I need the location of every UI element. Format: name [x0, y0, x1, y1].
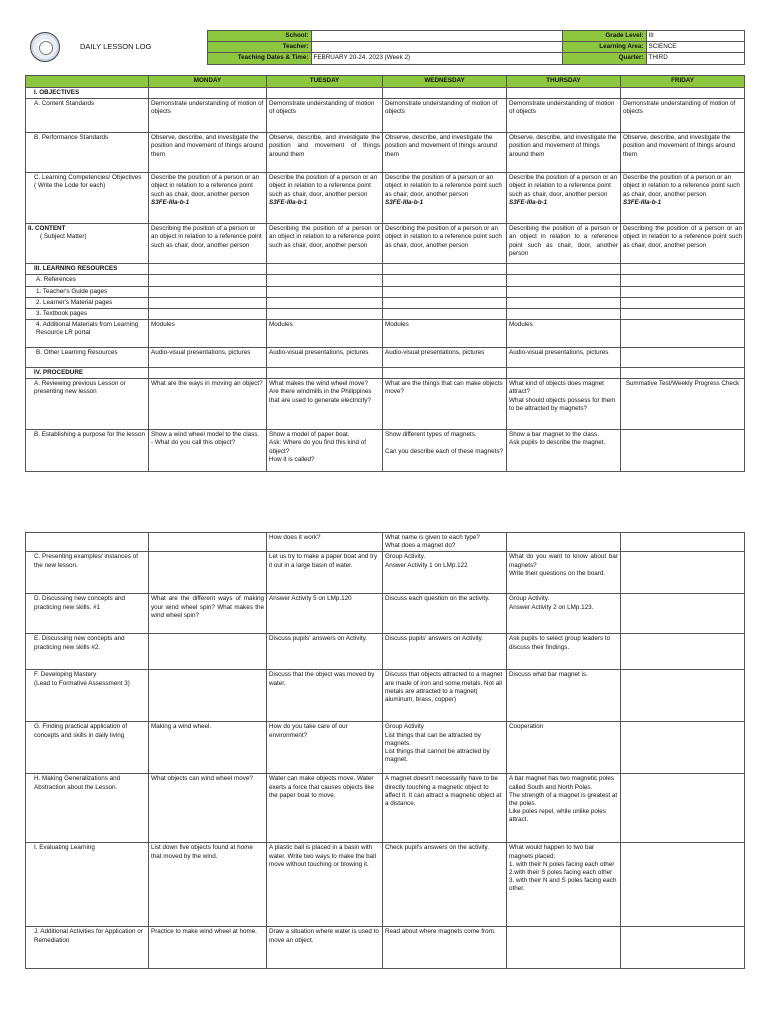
proc-b-friday	[621, 430, 745, 472]
proc-j-friday	[621, 927, 745, 969]
row-label-additional: 4. Additional Materials from Learning Resource LR portal	[26, 320, 149, 348]
proc-d-wednesday: Discuss each question on the activity.	[383, 594, 507, 634]
competency-text: Describe the position of a person or an object in relation to a reference point such as chair, door, another person	[385, 174, 502, 198]
competency-cell	[267, 173, 383, 224]
row-label-lm: 2. Learner's Material pages	[26, 297, 149, 308]
av-cell: Audio-visual presentations, pictures	[383, 348, 507, 368]
competency-text: Describe the position of a person or an object in relation to a reference point such as chair, door, another person	[269, 174, 378, 198]
proc-c-thursday: What do you want to know about bar magnets? Write their questions on the board.	[507, 552, 621, 594]
grade-value: III	[646, 31, 744, 42]
row-label-content	[26, 224, 149, 264]
proc-a-wednesday: What are the things that can make objects move?	[383, 379, 507, 430]
competency-code: S3FE-IIIa-b-1	[385, 198, 424, 206]
proc-b-cont-monday	[149, 533, 267, 552]
competency-code: S3FE-IIIa-b-1	[151, 198, 190, 206]
quarter-label: Quarter:	[562, 53, 646, 64]
proc-c-tuesday: Let us try to make a paper boat and try it out in a large basin of water.	[267, 552, 383, 594]
row-label-proc-b: B. Establishing a purpose for the lesson	[26, 430, 149, 472]
proc-e-thursday: Ask pupils to select group leaders to discuss their findings.	[507, 634, 621, 670]
content-standard-cell: Demonstrate understanding of motion of objects	[507, 99, 621, 133]
modules-cell: Modules	[149, 320, 267, 348]
row-label-performance-standards: B. Performance Standards	[26, 133, 149, 173]
row-label-tg: 1. Teacher's Guide pages	[26, 286, 149, 297]
page-title: DAILY LESSON LOG	[80, 42, 152, 52]
proc-i-friday	[621, 843, 745, 927]
row-label-proc-i: I. Evaluating Learning	[26, 843, 149, 927]
proc-c-wednesday: Group Activity. Answer Activity 1 on LMp.122	[383, 552, 507, 594]
performance-standard-cell: Observe, describe, and investigate the position and movement of things around them	[149, 133, 267, 173]
area-label: Learning Area:	[562, 42, 646, 53]
proc-f-friday	[621, 670, 745, 722]
modules-cell: Modules	[383, 320, 507, 348]
proc-h-thursday: A bar magnet has two magnetic poles called South and North Poles. The strength of a magnet is greatest at the poles. Like poles repel, while unlike poles attract.	[507, 774, 621, 843]
proc-e-wednesday: Discuss pupils' answers on Activity.	[383, 634, 507, 670]
proc-j-wednesday: Read about where magnets come from.	[383, 927, 507, 969]
proc-j-tuesday: Draw a situation where water is used to move an object.	[267, 927, 383, 969]
performance-standard-cell: Observe, describe, and investigate the position and movement of things around them	[621, 133, 745, 173]
proc-a-tuesday: What makes the wind wheel move? Are there windmills in the Philippines that are used to generate electricity?	[267, 379, 383, 430]
teacher-value	[311, 42, 562, 53]
proc-b-cont-wednesday: What name is given to each type? What does a magnet do?	[383, 533, 507, 552]
subject-cell: Describing the position of a person or an object in relation to a reference point such as chair, door, another person	[267, 224, 383, 264]
proc-c-monday	[149, 552, 267, 594]
av-cell: Audio-visual presentations, pictures	[149, 348, 267, 368]
competency-cell	[383, 173, 507, 224]
header-blank	[26, 76, 149, 88]
proc-c-friday	[621, 552, 745, 594]
row-label-proc-j: J. Additional Activities for Application or Remediation	[26, 927, 149, 969]
competency-text: Describe the position of a person or an object in relation to a reference point such as chair, door, another person	[509, 174, 618, 198]
proc-g-wednesday: Group Activity List things that can be attracted by magnets. List things that cannot be attracted by magnet.	[383, 722, 507, 774]
competency-cell	[149, 173, 267, 224]
proc-f-monday	[149, 670, 267, 722]
modules-cell: Modules	[267, 320, 383, 348]
proc-j-thursday	[507, 927, 621, 969]
proc-d-friday	[621, 594, 745, 634]
proc-f-wednesday: Discuss that objects attracted to a magnet are made of iron and some metals. Not all metals are attracted to a magnet( aluminum, brass, copper)	[383, 670, 507, 722]
proc-b-monday: Show a wind wheel model to the class. - What do you call this object?	[149, 430, 267, 472]
competency-code: S3FE-IIIa-b-1	[623, 198, 662, 206]
row-label-content-standards: A. Content Standards	[26, 99, 149, 133]
proc-g-monday: Making a wind wheel.	[149, 722, 267, 774]
performance-standard-cell: Observe, describe, and investigate the position and movement of things around them	[267, 133, 383, 173]
quarter-value: THIRD	[646, 53, 744, 64]
subject-matter-label: ( Subject Matter)	[40, 233, 87, 241]
row-label-proc-e: E. Discussing new concepts and practicing new skills #2.	[26, 634, 149, 670]
proc-e-monday	[149, 634, 267, 670]
row-label-textbook: 3. Textbook pages	[26, 308, 149, 319]
lesson-table-page-2	[25, 532, 745, 969]
content-standard-cell: Demonstrate understanding of motion of objects	[621, 99, 745, 133]
competency-text: Describe the position of a person or an object in relation to a reference point such as chair, door, another person	[151, 174, 260, 198]
proc-f-thursday: Discuss what bar magnet is.	[507, 670, 621, 722]
performance-standard-cell: Observe, describe, and investigate the position and movement of things around them	[383, 133, 507, 173]
row-label-proc-h: H. Making Generalizations and Abstraction about the Lesson.	[26, 774, 149, 843]
proc-i-wednesday: Check pupil's answers on the activity.	[383, 843, 507, 927]
competency-code: S3FE-IIIa-b-1	[269, 198, 308, 206]
teacher-label: Teacher:	[207, 42, 311, 53]
proc-d-tuesday: Answer Activity 5 on LMp.120	[267, 594, 383, 634]
proc-g-thursday: Cooperation	[507, 722, 621, 774]
competency-code: S3FE-IIIa-b-1	[509, 198, 548, 206]
proc-h-monday: What objects can wind wheel move?	[149, 774, 267, 843]
section-resources: III. LEARNING RESOURCES	[26, 264, 149, 275]
proc-j-monday: Practice to make wind wheel at home.	[149, 927, 267, 969]
proc-b-wednesday: Show different types of magnets. Can you describe each of these magnets?	[383, 430, 507, 472]
proc-e-tuesday: Discuss pupils' answers on Activity.	[267, 634, 383, 670]
header-table	[25, 30, 745, 65]
grade-label: Grade Level:	[562, 31, 646, 42]
proc-f-tuesday: Discuss that the object was moved by water.	[267, 670, 383, 722]
day-header: FRIDAY	[621, 76, 745, 88]
proc-h-tuesday: Water can make objects move. Water exerts a force that causes objects like the paper boat to move.	[267, 774, 383, 843]
row-label-proc-d: D. Discussing new concepts and practicing new skills. #1	[26, 594, 149, 634]
area-value: SCIENCE	[646, 42, 744, 53]
proc-h-wednesday: A magnet doesn't necessarily have to be directly touching a magnetic object to affect it. It can attract a magnetic object at a distance.	[383, 774, 507, 843]
subject-cell: Describing the position of a person or an object in relation to a reference point such as chair, door, another person	[621, 224, 745, 264]
subject-cell: Describing the position of a person or an object in relation to a reference point such as chair, door, another person	[149, 224, 267, 264]
row-label-references: A. References	[26, 275, 149, 286]
competency-cell	[507, 173, 621, 224]
proc-d-monday: What are the different ways of making your wind wheel spin? What makes the wind wheel spin?	[149, 594, 267, 634]
row-label-proc-c: C. Presenting examples/ instances of the new lesson.	[26, 552, 149, 594]
row-label-other: B. Other Learning Resources	[26, 348, 149, 368]
content-standard-cell: Demonstrate understanding of motion of objects	[149, 99, 267, 133]
competency-cell	[621, 173, 745, 224]
proc-i-tuesday: A plastic ball is placed in a basin with water. Write two ways to make the ball move without touching or blowing it.	[267, 843, 383, 927]
row-label-proc-a: A. Reviewing previous Lesson or presenting new lesson	[26, 379, 149, 430]
row-label-competencies: C. Learning Competencies/ Objectives ( Write the Lode for each)	[26, 173, 149, 224]
section-objectives: I. OBJECTIVES	[26, 88, 149, 99]
content-standard-cell: Demonstrate understanding of motion of objects	[383, 99, 507, 133]
proc-a-monday: What are the ways in moving an object?	[149, 379, 267, 430]
proc-i-monday: List down five objects found at home that moved by the wind.	[149, 843, 267, 927]
proc-g-tuesday: How do you take care of our environment?	[267, 722, 383, 774]
proc-i-thursday: What would happen to two bar magnets placed: 1. with their N poles facing each other 2.with their S poles facing each other 3. with their N and S poles facing each other.	[507, 843, 621, 927]
subject-cell: Describing the position of a person or an object in relation to a reference point such as chair, door, another person	[383, 224, 507, 264]
section-procedure: IV. PROCEDURE	[26, 368, 149, 379]
modules-cell: Modules	[507, 320, 621, 348]
lesson-table-page-1	[25, 75, 745, 472]
proc-b-thursday: Show a bar magnet to the class. Ask pupils to describe the magnet.	[507, 430, 621, 472]
day-header: TUESDAY	[267, 76, 383, 88]
proc-d-thursday: Group Activity. Answer Activity 2 on LMp.123.	[507, 594, 621, 634]
school-value	[311, 31, 562, 42]
section-content: II. CONTENT	[28, 225, 66, 233]
proc-b-cont-thursday	[507, 533, 621, 552]
day-header: WEDNESDAY	[383, 76, 507, 88]
row-label-proc-f: F. Developing Mastery (Lead to Formative Assessment 3)	[26, 670, 149, 722]
proc-a-friday: Summative Test/Weekly Progress Check	[621, 379, 745, 430]
dates-label: Teaching Dates & Time:	[207, 53, 311, 64]
subject-cell: Describing the position of a person or an object in relation to a reference point such as chair, door, another person	[507, 224, 621, 264]
proc-e-friday	[621, 634, 745, 670]
proc-g-friday	[621, 722, 745, 774]
competency-text: Describe the position of a person or an object in relation to a reference point such as chair, door, another person	[623, 174, 740, 198]
day-header: THURSDAY	[507, 76, 621, 88]
proc-b-tuesday: Show a model of paper boat. Ask: Where do you find this kind of object? How it is called?	[267, 430, 383, 472]
dates-value: FEBRUARY 20-24, 2023 (Week 2)	[311, 53, 562, 64]
row-label-proc-g: G. Finding practical application of concepts and skills in daily living	[26, 722, 149, 774]
proc-b-cont-friday	[621, 533, 745, 552]
performance-standard-cell: Observe, describe, and investigate the position and movement of things around them	[507, 133, 621, 173]
content-standard-cell: Demonstrate understanding of motion of objects	[267, 99, 383, 133]
proc-b-cont-tuesday: How does it work?	[267, 533, 383, 552]
av-cell: Audio-visual presentations, pictures	[507, 348, 621, 368]
proc-a-thursday: What kind of objects does magnet attract? What should objects possess for them to be attracted by magnets?	[507, 379, 621, 430]
school-label: School:	[207, 31, 311, 42]
proc-h-friday	[621, 774, 745, 843]
av-cell: Audio-visual presentations, pictures	[267, 348, 383, 368]
day-header: MONDAY	[149, 76, 267, 88]
